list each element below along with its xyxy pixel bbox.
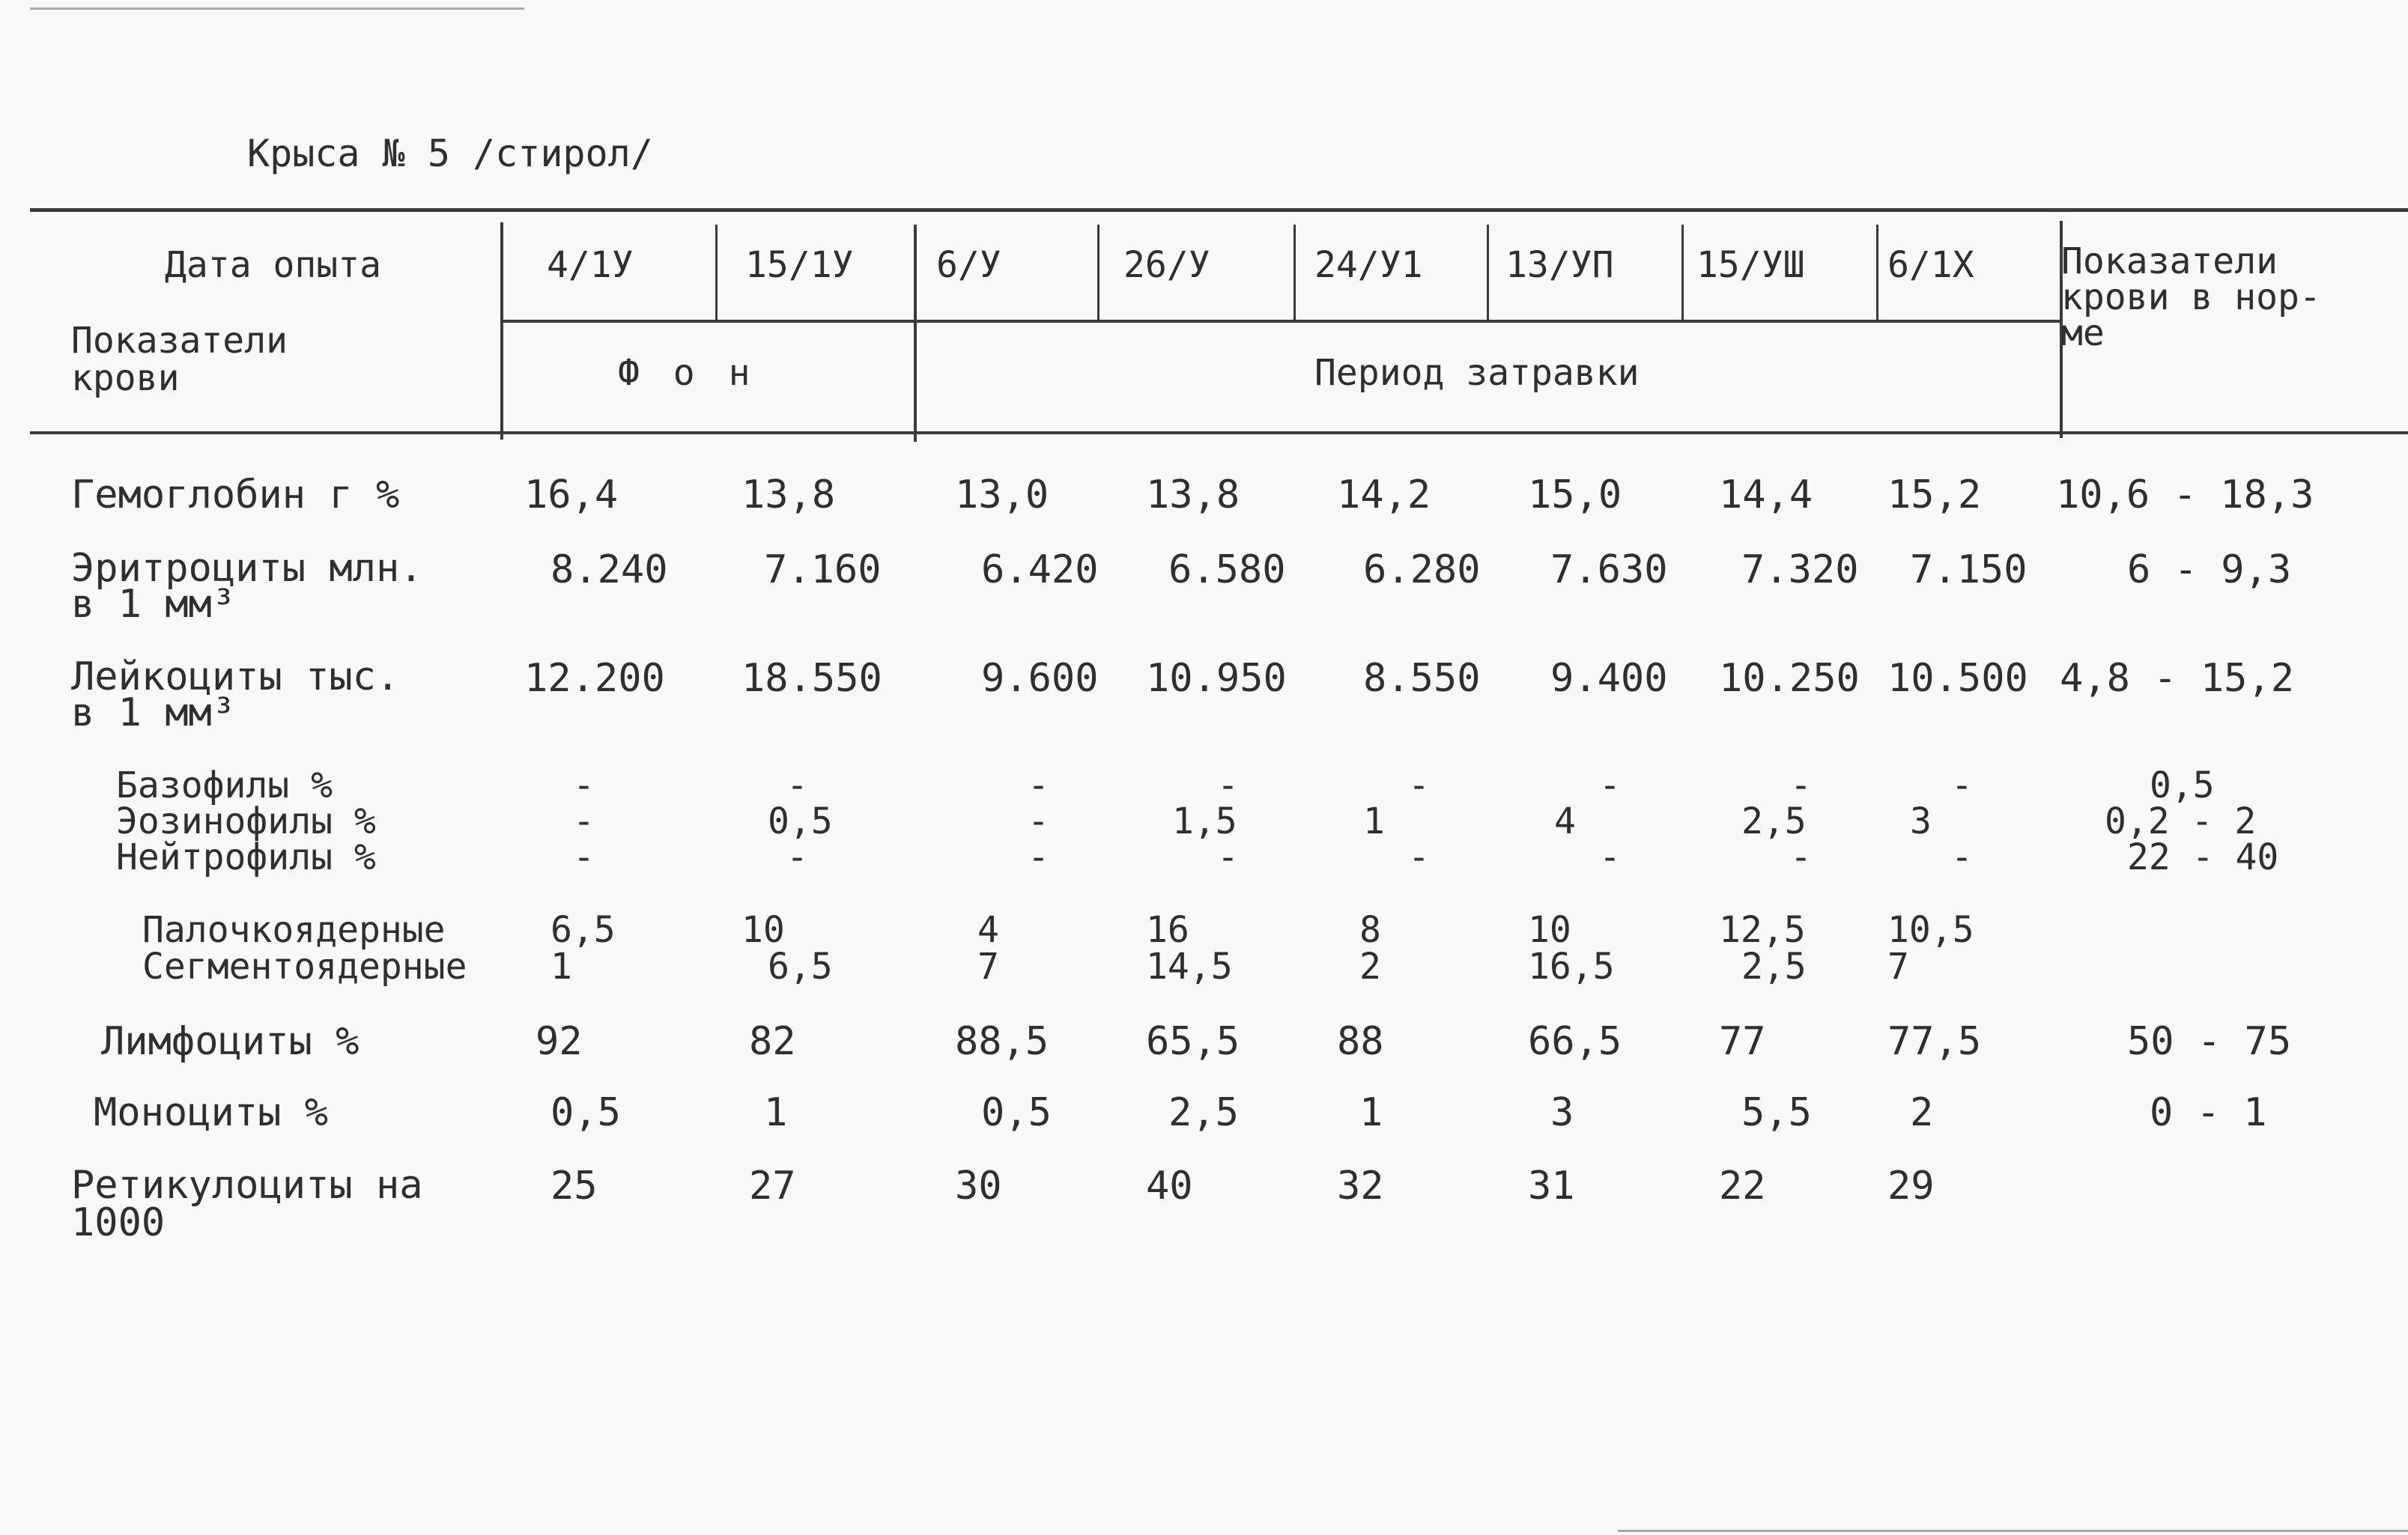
cell-value: - (1599, 836, 1621, 878)
header-date-3: 6/У (936, 244, 1001, 286)
column-rule (1097, 225, 1100, 320)
cell-value: 7.150 (1910, 547, 2028, 592)
cell-value: - (1790, 836, 1812, 878)
cell-value: 4 (977, 909, 999, 951)
cell-norm: 6 - 9,3 (2127, 547, 2292, 592)
row-label-eosinophils: Эозинофилы % (116, 800, 376, 842)
cell-value: 2,5 (1168, 1090, 1239, 1135)
header-mid-rule (502, 320, 2060, 323)
cell-value: - (1790, 765, 1812, 806)
cell-value: 7.160 (764, 547, 882, 592)
cell-value: 27 (749, 1164, 796, 1209)
cell-value: 10,5 (1887, 909, 1974, 951)
cell-value: 22 (1719, 1164, 1766, 1209)
cell-value: 6,5 (768, 946, 833, 988)
header-date-5: 24/У1 (1314, 244, 1423, 286)
cell-value: 10 (741, 909, 785, 951)
cell-norm: 0,5 (2150, 765, 2215, 806)
cell-value: 6.420 (981, 547, 1099, 592)
table-top-rule (30, 208, 2408, 212)
cell-value: - (1217, 765, 1239, 806)
cell-value: 5,5 (1741, 1090, 1812, 1135)
cell-value: - (573, 765, 595, 806)
cell-value: 13,0 (955, 472, 1049, 517)
cell-value: 8.240 (551, 547, 668, 592)
cell-value: 0,5 (981, 1090, 1052, 1135)
cell-value: 9.600 (981, 656, 1099, 701)
cell-value: 0,5 (768, 800, 833, 842)
cell-norm: 4,8 - 15,2 (2060, 656, 2295, 701)
cell-value: 1 (764, 1090, 788, 1135)
cell-value: 10.500 (1887, 656, 2028, 701)
cell-value: 29 (1887, 1164, 1935, 1209)
cell-norm: 0 - 1 (2150, 1090, 2267, 1135)
header-date-7: 15/УШ (1696, 244, 1805, 286)
scan-edge-line (1618, 1530, 2408, 1532)
cell-value: - (1028, 836, 1049, 878)
cell-value: 15,0 (1528, 472, 1622, 517)
document-title: Крыса № 5 /стирол/ (247, 132, 653, 175)
cell-value: 77,5 (1887, 1019, 1982, 1064)
row-label-hemoglobin: Гемоглобин г % (71, 472, 400, 517)
cell-value: 6,5 (551, 909, 616, 951)
cell-value: 1 (1363, 800, 1385, 842)
header-date-8: 6/1Х (1887, 244, 1974, 286)
cell-value: 7 (977, 946, 999, 988)
cell-value: - (786, 836, 808, 878)
header-date-1: 4/1У (547, 244, 634, 286)
row-label-band-neutrophils: Палочкоядерные (142, 909, 446, 951)
cell-value: - (573, 800, 595, 842)
cell-value: - (1217, 836, 1239, 878)
header-row-label: Дата опыта (165, 244, 381, 286)
cell-value: 10.950 (1146, 656, 1287, 701)
row-label-erythrocytes: Эритроциты млн. в 1 мм³ (71, 546, 423, 627)
cell-value: 1 (1359, 1090, 1383, 1135)
cell-value: 92 (536, 1019, 583, 1064)
column-rule (500, 222, 503, 440)
cell-value: 8.550 (1363, 656, 1481, 701)
cell-value: 12.200 (524, 656, 665, 701)
cell-value: 8 (1359, 909, 1381, 951)
cell-value: - (1408, 836, 1430, 878)
cell-value: 2 (1910, 1090, 1934, 1135)
cell-value: 82 (749, 1019, 796, 1064)
cell-value: 12,5 (1719, 909, 1806, 951)
column-rule (1681, 225, 1684, 320)
scan-edge-line (30, 7, 524, 10)
cell-value: 2 (1359, 946, 1381, 988)
cell-value: - (1599, 765, 1621, 806)
cell-norm: 0,2 - 2 (2105, 800, 2257, 842)
cell-value: 30 (955, 1164, 1002, 1209)
row-label-leukocytes: Лейкоциты тыс. в 1 мм³ (71, 654, 400, 735)
column-rule (1294, 225, 1296, 320)
header-group-background: Ф о н (618, 352, 756, 394)
cell-value: 4 (1554, 800, 1576, 842)
cell-value: 40 (1146, 1164, 1193, 1209)
row-label-basophils: Базофилы % (116, 765, 333, 806)
cell-value: 31 (1528, 1164, 1575, 1209)
cell-value: 7.320 (1741, 547, 1859, 592)
cell-value: 14,4 (1719, 472, 1813, 517)
cell-value: 1,5 (1172, 800, 1237, 842)
header-date-6: 13/УП (1505, 244, 1614, 286)
cell-value: 0,5 (551, 1090, 621, 1135)
row-label-monocytes: Моноциты % (94, 1090, 329, 1135)
row-label-lymphocytes: Лимфоциты % (101, 1019, 360, 1064)
cell-value: 6.280 (1363, 547, 1481, 592)
cell-value: 10 (1528, 909, 1571, 951)
cell-value: 16,5 (1528, 946, 1615, 988)
cell-value: 7 (1887, 946, 1909, 988)
cell-value: 66,5 (1528, 1019, 1622, 1064)
column-rule (1876, 225, 1878, 320)
cell-value: 25 (551, 1164, 598, 1209)
cell-value: 88,5 (955, 1019, 1049, 1064)
cell-value: 16 (1146, 909, 1189, 951)
cell-value: - (786, 765, 808, 806)
cell-value: 65,5 (1146, 1019, 1240, 1064)
cell-value: 10.250 (1719, 656, 1860, 701)
header-bottom-rule (30, 431, 2408, 434)
cell-value: - (1028, 800, 1049, 842)
cell-norm: 22 - 40 (2127, 836, 2279, 878)
cell-value: 13,8 (741, 472, 836, 517)
column-rule (715, 225, 718, 320)
cell-value: - (1028, 765, 1049, 806)
cell-value: 6.580 (1168, 547, 1286, 592)
cell-value: 2,5 (1741, 946, 1807, 988)
cell-value: 13,8 (1146, 472, 1240, 517)
cell-value: - (1951, 836, 1973, 878)
header-col-label: Показатели крови (71, 320, 288, 399)
header-norm-label: Показатели крови в нор- ме (2061, 240, 2321, 354)
cell-value: 3 (1550, 1090, 1574, 1135)
column-rule (914, 225, 917, 442)
header-group-loading: Период затравки (1314, 352, 1640, 394)
row-label-neutrophils: Нейтрофилы % (116, 836, 376, 878)
row-label-reticulocytes: Ретикулоциты на 1000 (71, 1163, 423, 1245)
cell-norm: 10,6 - 18,3 (2056, 472, 2314, 517)
cell-value: 15,2 (1887, 472, 1982, 517)
header-date-2: 15/1У (745, 244, 854, 286)
cell-value: 32 (1337, 1164, 1384, 1209)
cell-norm: 50 - 75 (2127, 1019, 2292, 1064)
row-label-segmented-neutrophils: Сегментоядерные (142, 946, 467, 988)
cell-value: 14,2 (1337, 472, 1431, 517)
cell-value: - (573, 836, 595, 878)
cell-value: 2,5 (1741, 800, 1807, 842)
cell-value: 9.400 (1550, 656, 1668, 701)
cell-value: 88 (1337, 1019, 1384, 1064)
header-date-4: 26/У (1123, 244, 1210, 286)
column-rule (1487, 225, 1489, 320)
cell-value: 16,4 (524, 472, 619, 517)
cell-value: 1 (551, 946, 572, 988)
cell-value: 18.550 (741, 656, 882, 701)
cell-value: 3 (1910, 800, 1932, 842)
cell-value: 77 (1719, 1019, 1766, 1064)
cell-value: 7.630 (1550, 547, 1668, 592)
cell-value: 14,5 (1146, 946, 1233, 988)
cell-value: - (1951, 765, 1973, 806)
cell-value: - (1408, 765, 1430, 806)
